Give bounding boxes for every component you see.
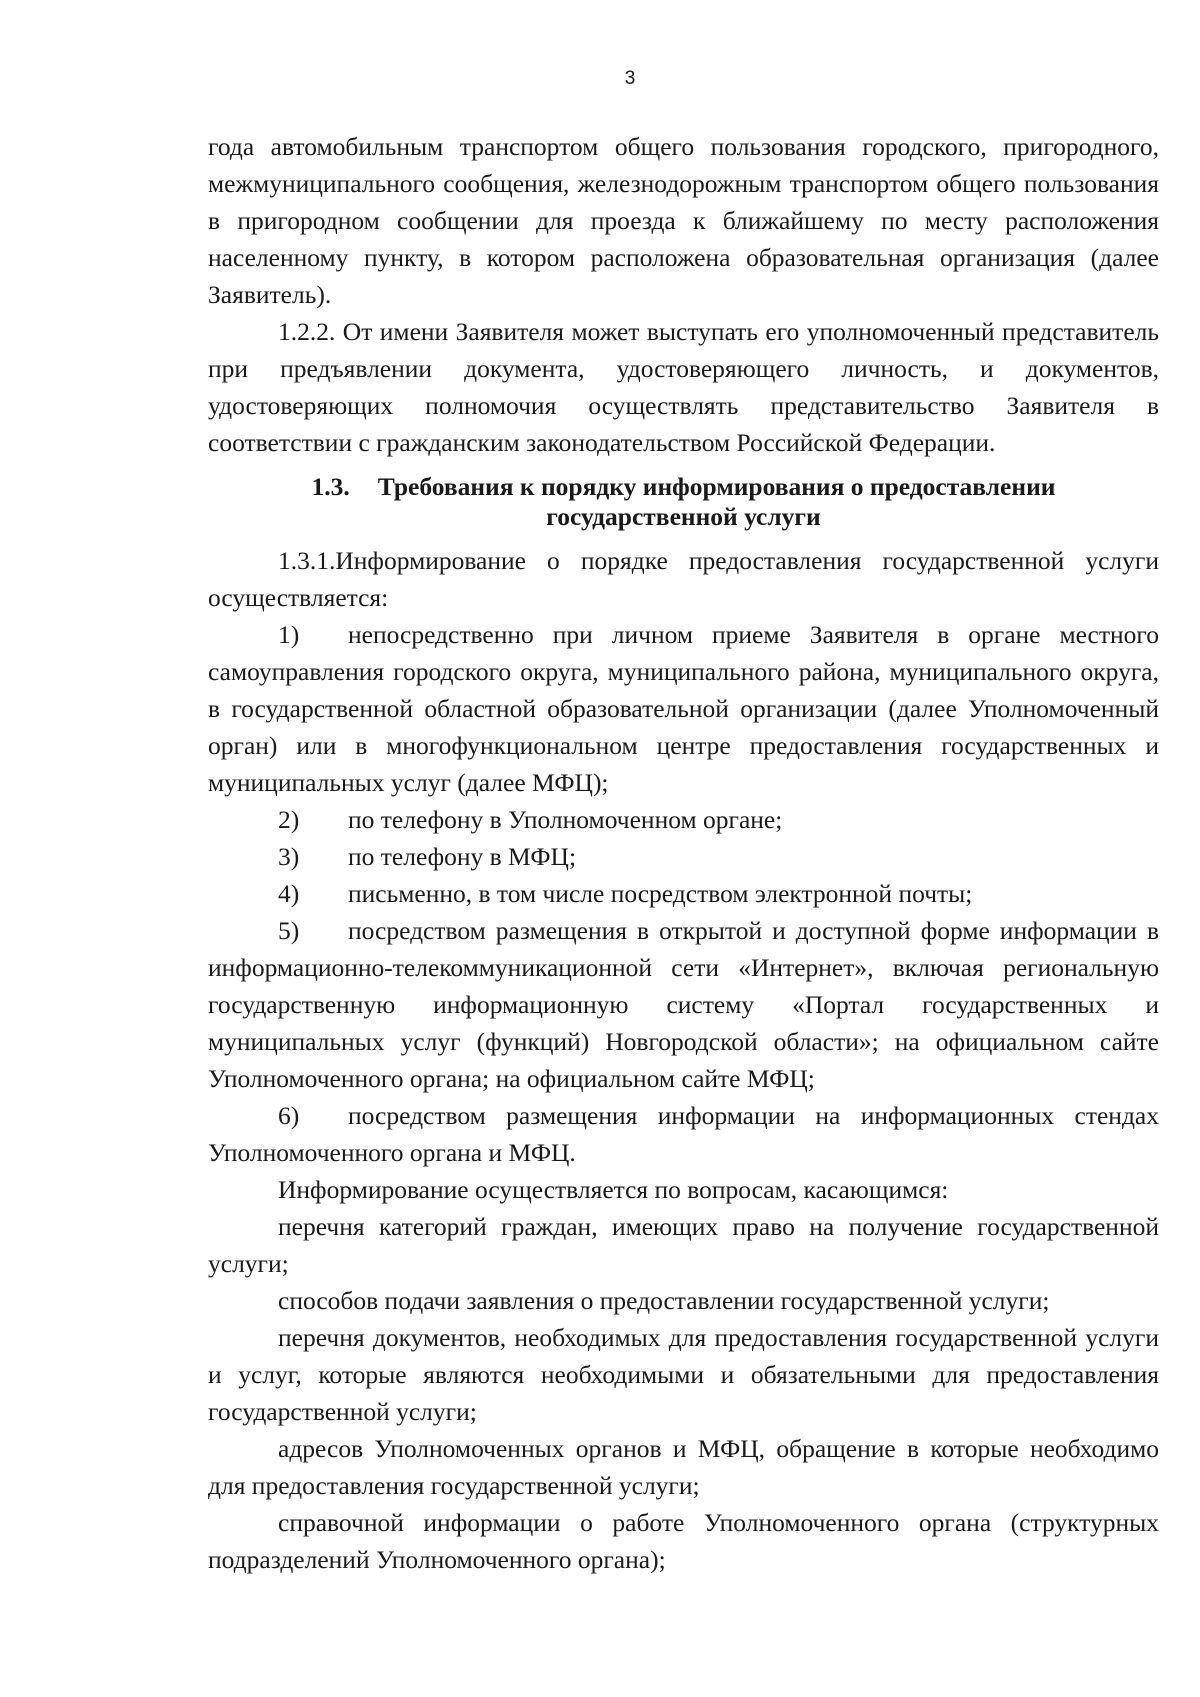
paragraph-continuation: года автомобильным транспортом общего пользования городского, пригородного, межмуниципального сообщения, железнодорожным транспортом общего пользования в пригородном сообщении для проезда к ближайшему по месту расположения населенному пункту, в котором расположена образовательная организация (далее Заявитель).	[208, 132, 1159, 309]
section-title-line1: Требования к порядку информирования о предоставлении	[377, 472, 1056, 501]
paragraph-1-2-2: 1.2.2. От имени Заявителя может выступать его уполномоченный представитель при предъявлении документа, удостоверяющего личность, и документов, удостоверяющих полномочия осуществлять представительство Заявителя в соответствии с гражданским законодательством Российской Федерации.	[208, 317, 1159, 457]
list-item	[208, 838, 1159, 875]
section-heading	[208, 472, 1159, 532]
list-number: 5)	[278, 916, 300, 945]
informing-item: перечня категорий граждан, имеющих право на получение государственной услуги;	[208, 1212, 1159, 1278]
informing-item: способов подачи заявления о предоставлении государственной услуги;	[278, 1286, 1050, 1315]
list-text: по телефону в Уполномоченном органе;	[348, 805, 783, 834]
list-item	[208, 616, 1159, 801]
list-text: посредством размещения информации на информационных стендах Уполномоченного органа и МФЦ.	[208, 1101, 1159, 1167]
informing-item: справочной информации о работе Уполномоченного органа (структурных подразделений Уполномоченного органа);	[208, 1508, 1159, 1574]
list-number: 2)	[278, 805, 300, 834]
list-text: по телефону в МФЦ;	[348, 842, 577, 871]
list-item	[208, 912, 1159, 1097]
informing-intro: Информирование осуществляется по вопросам, касающимся:	[278, 1175, 949, 1204]
list-text: письменно, в том числе посредством электронной почты;	[348, 879, 973, 908]
list-number: 1)	[278, 620, 300, 649]
page-number: 3	[624, 68, 636, 89]
paragraph-1-3-1: 1.3.1.Информирование о порядке предоставления государственной услуги осуществляется:	[208, 546, 1159, 612]
list-number: 3)	[278, 842, 300, 871]
list-item	[208, 801, 1159, 838]
list-number: 4)	[278, 879, 300, 908]
informing-item: адресов Уполномоченных органов и МФЦ, обращение в которые необходимо для предоставления государственной услуги;	[208, 1434, 1159, 1500]
list-item	[208, 1097, 1159, 1171]
document-body	[208, 128, 1159, 1578]
section-title-line2: государственной услуги	[546, 502, 821, 531]
informing-item: перечня документов, необходимых для предоставления государственной услуги и услуг, которые являются необходимыми и обязательными для предоставления государственной услуги;	[208, 1323, 1159, 1426]
section-heading-line1	[208, 472, 1159, 502]
section-number: 1.3.	[311, 472, 350, 501]
list-number: 6)	[278, 1101, 300, 1130]
list-text: непосредственно при личном приеме Заявителя в органе местного самоуправления городского округа, муниципального района, муниципального округа, в государственной областной образовательной организации (далее Уполномоченный орган) или в многофункциональном центре предоставления государственных и муниципальных услуг (далее МФЦ);	[208, 620, 1159, 797]
list-text: посредством размещения в открытой и доступной форме информации в информационно-телекоммуникационной сети «Интернет», включая региональную государственную информационную систему «Портал государственных и муниципальных услуг (функций) Новгородской области»; на официальном сайте Уполномоченного органа; на официальном сайте МФЦ;	[208, 916, 1159, 1093]
list-item	[208, 875, 1159, 912]
